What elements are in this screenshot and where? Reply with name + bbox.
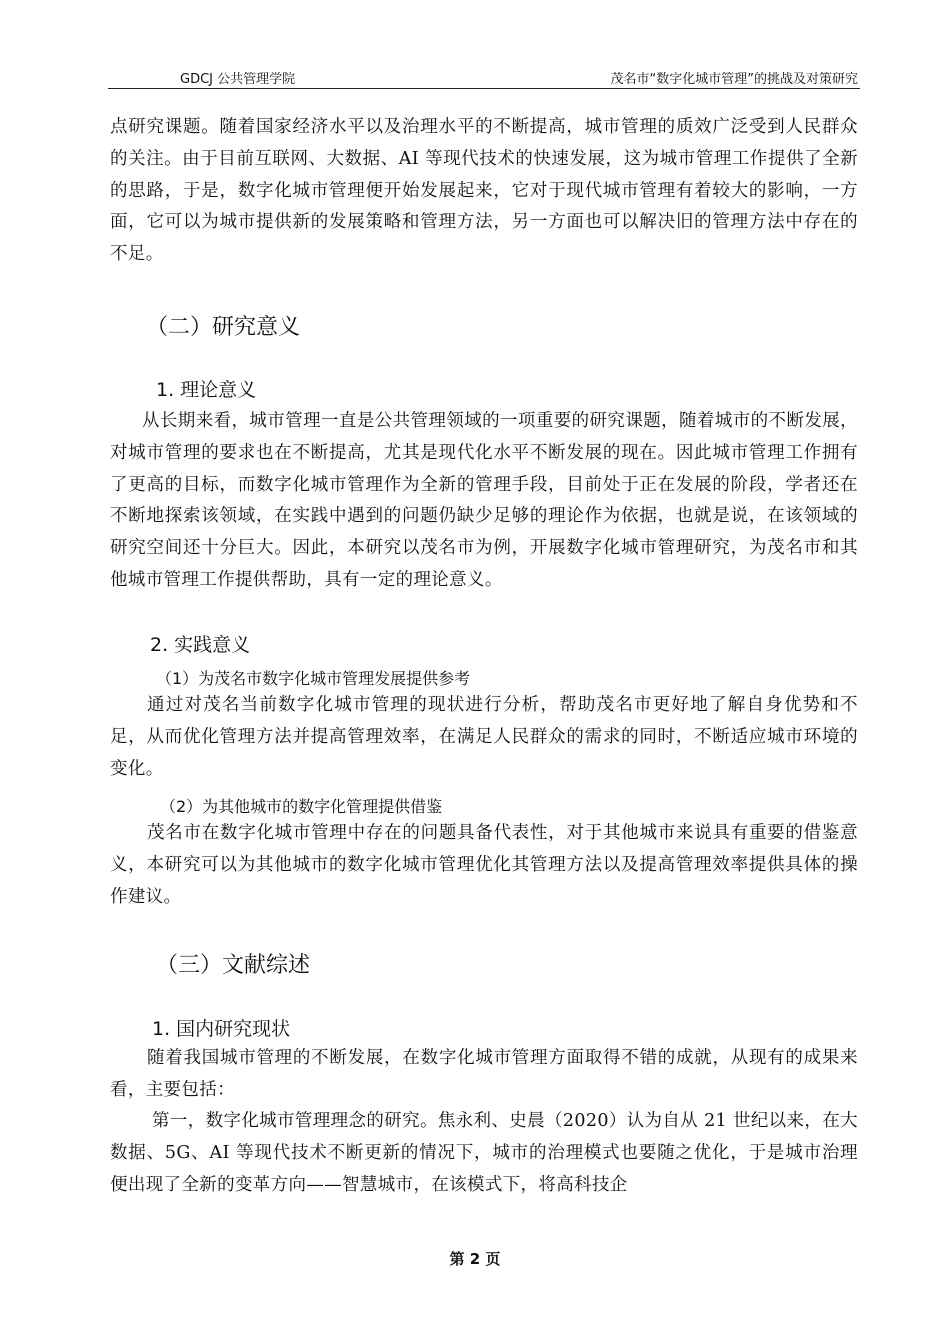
subsection-heading-domestic: 1. 国内研究现状: [152, 1018, 291, 1040]
point-heading-1: （1）为茂名市数字化城市管理发展提供参考: [156, 669, 471, 688]
paragraph-text: 通过对茂名当前数字化城市管理的现状进行分析，帮助茂名市更好地了解自身优势和不足，从而优化管理方法并提高管理效率，在满足人民群众的需求的同时，不断适应城市环境的变化。: [110, 695, 858, 779]
paragraph-text: 点研究课题。随着国家经济水平以及治理水平的不断提高，城市管理的质效广泛受到人民群众的关注。由于目前互联网、大数据、AI 等现代技术的快速发展，这为城市管理工作提供了全新的思路，于是，数字化城市管理便开始发展起来，它对于现代城市管理有着较大的影响，一方面，它可以为城市提供新的发展策略和管理方法，另一方面也可以解决旧的管理方法中存在的不足。: [110, 117, 858, 265]
header-paper-title: 茂名市“数字化城市管理”的挑战及对策研究: [610, 72, 858, 87]
paragraph-text: 第一，数字化城市管理理念的研究。焦永利、史晨（2020）认为自从 21 世纪以来，在大数据、5G、AI 等现代技术不断更新的情况下，城市的治理模式也要随之优化，于是城市治理便出现了全新的变革方向——智慧城市，在该模式下，将高科技企: [110, 1111, 858, 1195]
section-heading-research-significance: （二）研究意义: [146, 315, 301, 340]
paragraph-practical-1: [110, 690, 858, 785]
page-header: [108, 66, 860, 89]
header-institution: GDCJ 公共管理学院: [180, 72, 296, 87]
paragraph-theoretical: [110, 406, 858, 597]
paragraph-practical-2: [110, 818, 858, 913]
paragraph-text: 茂名市在数字化城市管理中存在的问题具备代表性，对于其他城市来说具有重要的借鉴意义，本研究可以为其他城市的数字化城市管理优化其管理方法以及提高管理效率提供具体的操作建议。: [110, 823, 858, 907]
paragraph-domestic-intro: [110, 1043, 858, 1107]
subsection-heading-practical: 2. 实践意义: [150, 634, 251, 656]
point-heading-2: （2）为其他城市的数字化管理提供借鉴: [160, 797, 443, 816]
section-heading-literature-review: （三）文献综述: [156, 953, 311, 978]
paragraph-domestic-first: [110, 1106, 858, 1201]
paragraph-intro-continued: [110, 112, 858, 271]
subsection-heading-theoretical: 1. 理论意义: [156, 379, 257, 401]
paragraph-text: 随着我国城市管理的不断发展，在数字化城市管理方面取得不错的成就，从现有的成果来看，主要包括：: [110, 1048, 858, 1100]
page-number: 第 2 页: [449, 1250, 501, 1268]
paragraph-text: 从长期来看，城市管理一直是公共管理领域的一项重要的研究课题，随着城市的不断发展，对城市管理的要求也在不断提高，尤其是现代化水平不断发展的现在。因此城市管理工作拥有了更高的目标，而数字化城市管理作为全新的管理手段，目前处于正在发展的阶段，学者还在不断地探索该领域，在实践中遇到的问题仍缺少足够的理论作为依据，也就是说，在该领域的研究空间还十分巨大。因此，本研究以茂名市为例，开展数字化城市管理研究，为茂名市和其他城市管理工作提供帮助，具有一定的理论意义。: [110, 411, 858, 590]
